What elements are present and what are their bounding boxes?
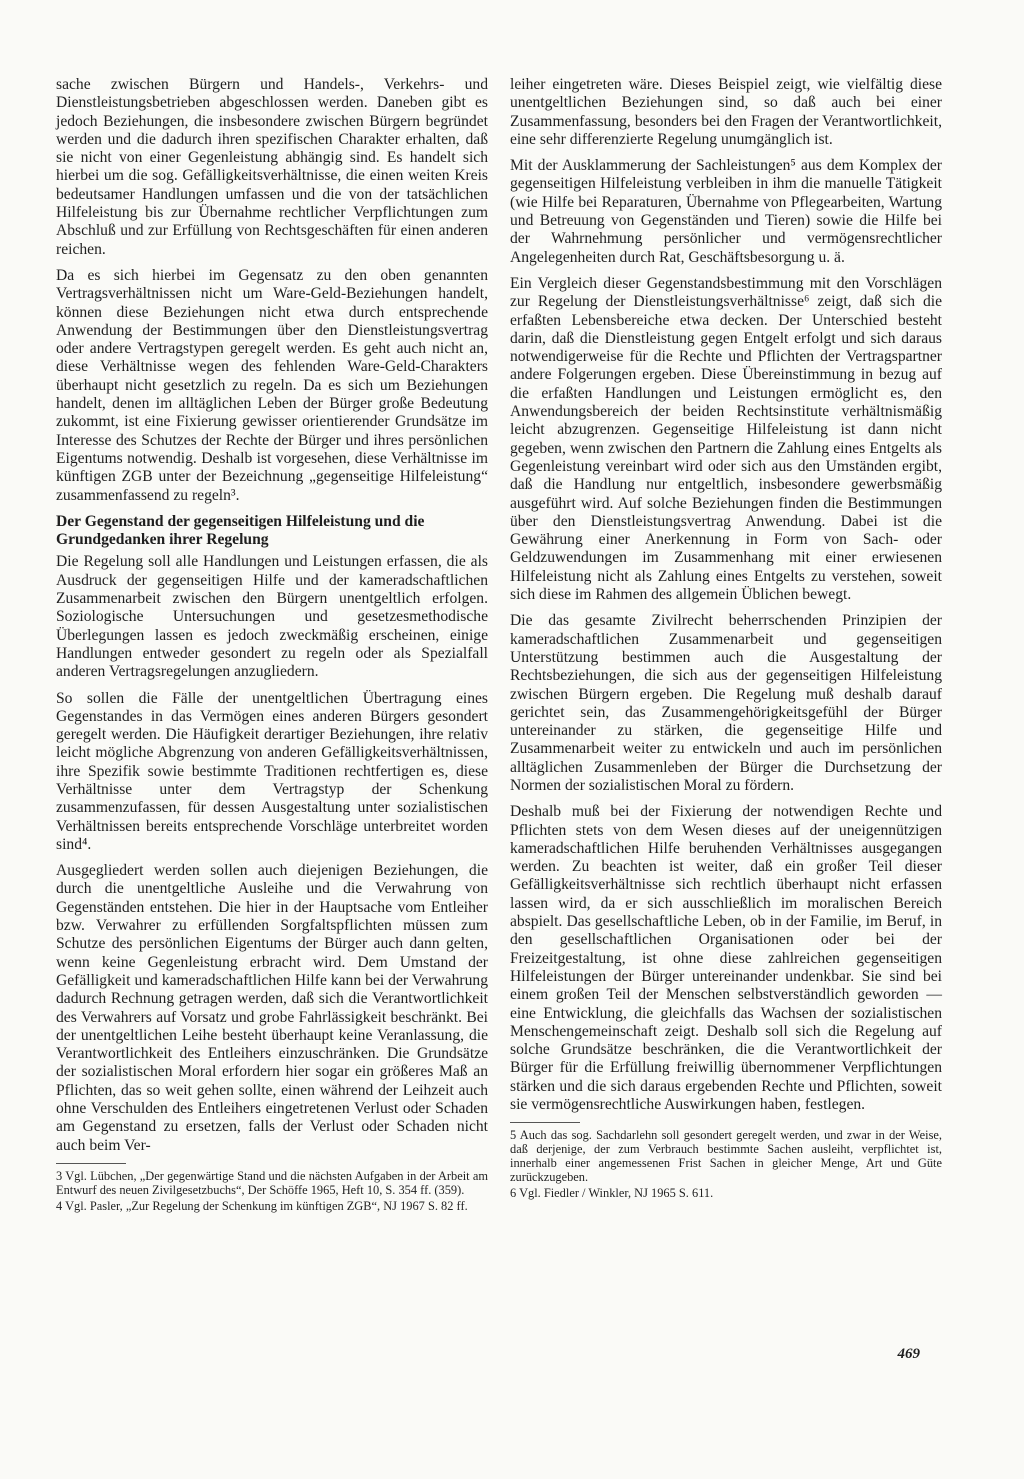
footnote-divider bbox=[510, 1122, 580, 1123]
body-paragraph: leiher eingetreten wäre. Dieses Beispiel zeigt, wie vielfältig diese unentgeltlichen Beziehungen sind, so daß auch bei einer Zusammenfassung, besonders bei den Fragen der Verantwortlichkeit, eine sehr differenzierte Regelung unumgänglich ist. bbox=[510, 76, 942, 148]
right-column bbox=[510, 76, 942, 1202]
body-paragraph: So sollen die Fälle der unentgeltlichen Übertragung eines Gegenstandes in das Vermögen eines anderen Bürgers gesondert geregelt werden. Die Häufigkeit derartiger Beziehungen, ihre relativ leicht mögliche Abgrenzung von anderen Gefälligkeitsverhältnissen, ihre Spezifik sowie bestimmte Traditionen rechtfertigen es, diese Verhältnisse unter dem Vertragstyp der Schenkung zusammenzufassen, für dessen Ausgestaltung unter sozialistischen Verhältnissen bereits entsprechende Vorschläge unterbreitet worden sind⁴. bbox=[56, 689, 488, 853]
footnote: 5 Auch das sog. Sachdarlehn soll gesondert geregelt werden, und zwar in der Weise, daß derjenige, der zum Verbrauch bestimmte Sachen ausleiht, verpflichtet ist, innerhalb einer angemessenen Frist Sachen in gleicher Menge, Art und Güte zurückzugeben. bbox=[510, 1128, 942, 1185]
body-paragraph: Da es sich hierbei im Gegensatz zu den oben genannten Vertragsverhältnissen nicht um Ware-Geld-Beziehungen handelt, können diese Beziehungen nicht etwa durch entsprechende Anwendung der Bestimmungen über den Dienstleistungsvertrag oder andere Vertragstypen geregelt werden. Es geht auch nicht an, diese Verhältnisse wegen des fehlenden Ware-Geld-Charakters überhaupt nicht gesetzlich zu regeln. Da es sich um Beziehungen handelt, denen im alltäglichen Leben der Bürger große Bedeutung zukommt, ist eine Fixierung gewisser orientierender Grundsätze im Interesse des Schutzes der Rechte der Bürger und ihres persönlichen Eigentums notwendig. Deshalb ist vorgesehen, diese Verhältnisse im künftigen ZGB unter der Bezeichnung „gegenseitige Hilfeleistung“ zusammenfassend zu regeln³. bbox=[56, 266, 488, 504]
footnote: 4 Vgl. Pasler, „Zur Regelung der Schenkung im künftigen ZGB“, NJ 1967 S. 82 ff. bbox=[56, 1198, 468, 1213]
body-paragraph: sache zwischen Bürgern und Handels-, Verkehrs- und Dienstleistungsbetrieben abgeschlossen werden. Daneben gibt es jedoch Beziehungen, die insbesondere zwischen Bürgern begründet werden und die dadurch ihren spezifischen Charakter erhalten, daß sie nicht von einer Gegenleistung abhängig sind. Es handelt sich hierbei um die sog. Gefälligkeitsverhältnisse, die einen weiten Kreis bedeutsamer Handlungen umfassen und die von der tatsächlichen Hilfeleistung bis zur Übernahme rechtlicher Verpflichtungen zum Abschluß und zur Erfüllung von Rechtsgeschäften für einen anderen reichen. bbox=[56, 76, 488, 258]
body-paragraph: Die Regelung soll alle Handlungen und Leistungen erfassen, die als Ausdruck der gegenseitigen Hilfe und der kameradschaftlichen Zusammenarbeit zwischen den Bürgern unentgeltlich erfolgen. Soziologische Untersuchungen und gesetzesmethodische Überlegungen lassen es jedoch zweckmäßig erscheinen, einige Handlungen entweder gesondert zu regeln oder als Spezialfall anderen Vertragsregelungen anzugliedern. bbox=[56, 553, 488, 681]
left-column bbox=[56, 76, 488, 1215]
body-paragraph: Ausgegliedert werden sollen auch diejenigen Beziehungen, die durch die unentgeltliche Ausleihe und die Verwahrung von Gegenständen entstehen. Die hier in der Hauptsache vom Entleiher bzw. Verwahrer zu erfüllenden Sorgfaltspflichten müssen zum Schutze des persönlichen Eigentums der Bürger auch dann gelten, wenn keine Gegenleistung erbracht wird. Dem Umstand der Gefälligkeit und kameradschaftlichen Hilfe kann bei der Verwahrung dadurch Rechnung getragen werden, daß sich die Verantwortlichkeit des Verwahrers auf Vorsatz und grobe Fahrlässigkeit beschränkt. Bei der unentgeltlichen Leihe besteht überhaupt keine Veranlassung, die Verantwortlichkeit des Entleihers einzuschränken. Die Grundsätze der sozialistischen Moral erfordern hier sogar ein größeres Maß an Pflichten, das so weit gehen sollte, einen während der Leihzeit auch ohne Verschulden des Entleihers eingetretenen Verlust oder Schaden am Gegenstand zu ersetzen, falls der Verlust oder Schaden nicht auch beim Ver- bbox=[56, 862, 488, 1154]
footnote-divider bbox=[56, 1163, 126, 1164]
section-heading: Der Gegenstand der gegenseitigen Hilfeleistung und die Grundgedanken ihrer Regelung bbox=[56, 512, 425, 549]
body-paragraph: Mit der Ausklammerung der Sachleistungen⁵ aus dem Komplex der gegenseitigen Hilfeleistung verbleiben in ihm die manuelle Tätigkeit (wie Hilfe bei Reparaturen, Übernahme von Pflegearbeiten, Wartung und Betreuung von Gegenständen und Tieren) sowie die Hilfe bei der Wahrnehmung persönlicher und vermögensrechtlicher Angelegenheiten durch Rat, Geschäftsbesorgung u. ä. bbox=[510, 157, 942, 266]
body-paragraph: Deshalb muß bei der Fixierung der notwendigen Rechte und Pflichten stets von dem Wesen dieses auf der uneigennützigen kameradschaftlichen Hilfe beruhenden Verhältnisses ausgegangen werden. Zu beachten ist weiter, daß ein großer Teil dieser Gefälligkeitsverhältnisse sich rechtlich überhaupt nicht erfassen lassen wird, da er sich ausschließlich im moralischen Bereich abspielt. Das gesellschaftliche Leben, ob in der Familie, im Beruf, in den gesellschaftlichen Organisationen oder bei der Freizeitgestaltung, ist ohne diese zahlreichen gegenseitigen Hilfeleistungen der Bürger untereinander undenkbar. Sie sind bei einem großen Teil der Menschen selbstverständlich geworden — eine Entwicklung, die gleichfalls das Wachsen der sozialistischen Menschengemeinschaft zeigt. Deshalb soll sich die Regelung auf solche Grundsätze beschränken, die die Verantwortlichkeit der Bürger für die Erfüllung freiwillig übernommener Verpflichtungen stärken und die sich daraus ergebenden Rechte und Pflichten, soweit sie vermögensrechtliche Auswirkungen haben, festlegen. bbox=[510, 803, 942, 1114]
page-number: 469 bbox=[897, 1346, 920, 1362]
body-paragraph: Die das gesamte Zivilrecht beherrschenden Prinzipien der kameradschaftlichen Zusammenarbeit und gegenseitigen Unterstützung bestimmen auch die Ausgestaltung der Rechtsbeziehungen, die sich aus der gegenseitigen Hilfeleistung zwischen Bürgern ergeben. Die Regelung muß deshalb darauf gerichtet sein, das Zusammengehörigkeitsgefühl der Bürger untereinander zu stärken, die gegenseitige Hilfe und Zusammenarbeit weiter zu entwickeln und auch im persönlichen alltäglichen Zusammenleben der Bürger die Durchsetzung der Normen der sozialistischen Moral zu fördern. bbox=[510, 612, 942, 794]
footnote: 3 Vgl. Lübchen, „Der gegenwärtige Stand und die nächsten Aufgaben in der Arbeit am Entwurf des neuen Zivilgesetzbuchs“, Der Schöffe 1965, Heft 10, S. 354 ff. (359). bbox=[56, 1168, 488, 1197]
body-paragraph: Ein Vergleich dieser Gegenstandsbestimmung mit den Vorschlägen zur Regelung der Dienstleistungsverhältnisse⁶ zeigt, daß sich die erfaßten Lebensbereiche etwa decken. Der Unterschied besteht darin, daß die Dienstleistung gegen Entgelt erfolgt und sich daraus notwendigerweise für die Rechte und Pflichten der Vertragspartner andere Folgerungen ergeben. Diese Übereinstimmung in bezug auf die erfaßten Handlungen und Leistungen ermöglicht es, den Anwendungsbereich der beiden Rechtsinstitute verhältnismäßig leicht abzugrenzen. Gegenseitige Hilfeleistung ist dann nicht gegeben, wenn zwischen den Partnern die Zahlung eines Entgelts als Gegenleistung vereinbart wird oder sich aus den Umständen ergibt, daß die Handlung nur entgeltlich, insbesondere gewerbsmäßig ausgeführt wird. Auf solche Beziehungen finden die Bestimmungen über den Dienstleistungsvertrag Anwendung. Dabei ist die Gewährung einer Anerkennung in Form von Sach- oder Geldzuwendungen im Zusammenhang mit einer erwiesenen Hilfeleistung nicht als Zahlung eines Entgelts zu verstehen, soweit sich diese im Rahmen des allgemein Üblichen bewegt. bbox=[510, 274, 942, 604]
footnote: 6 Vgl. Fiedler / Winkler, NJ 1965 S. 611. bbox=[510, 1186, 714, 1201]
